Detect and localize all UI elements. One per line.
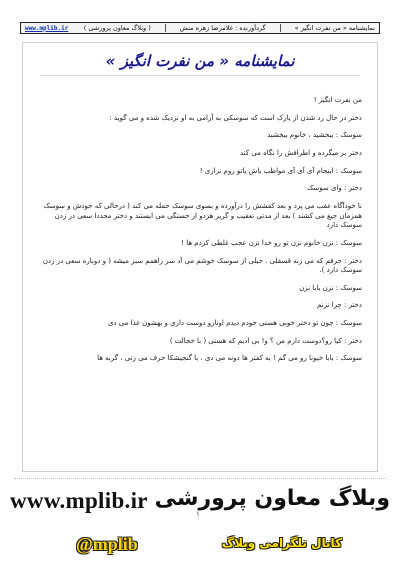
watermark-url: www.mplib.ir [10, 488, 148, 513]
page-number: ۱ [196, 510, 200, 518]
page-header [20, 22, 380, 34]
paragraph: سوسک : نزن بابا نزن [299, 283, 362, 292]
paragraph: سوسک : چون تو دختر خوبی هستی خودم دیدم اونارو دوست داری و بهشون غذا می دی [107, 319, 362, 328]
paragraph: دختر : کیا رو؟دوست دارم من ؟ و! بی ادبم که هستی ( با خجالت ) [169, 336, 362, 345]
header-divider [280, 24, 281, 32]
paragraph: من نفرت انگیز ! [313, 96, 362, 104]
watermark-handle: @mplib [76, 534, 138, 554]
paragraph: دختر : حرفم که می زنه قسقلی . خیلی از سوسک خوشم می آد سر راهمم سبز میشه ( و دوباره سعی در زدن سوسک دارد ). [42, 256, 362, 274]
watermark-blog-name: وبلاگ معاون پرورشی [154, 486, 390, 511]
watermark-channel: کانال تلگرامی وبلاگ [221, 536, 342, 550]
header-blog: ( وبلاگ معاون پرورشی ) [83, 24, 151, 32]
paragraph: دختر بر میگرده و اطرافش را نگاه می کند [239, 149, 362, 158]
paragraph: دختر در حال رد شدن از پارک است که سوسکی به آرامی به او نزدیک شده و می گوید : [109, 113, 362, 122]
header-author: گردآورنده : غلامرضا زهره منش [179, 24, 266, 32]
paragraph: سوسک : بابا خیونا رو می گم ! به کفتر ها دونه می دی . با گنجیشکا حرف می زنی ، گربه ها [97, 354, 362, 363]
paragraph: دختر : چرا نزنم [316, 301, 362, 310]
document-body [40, 96, 362, 475]
paragraph: سوسک : اینجام آی آی آی مواظب باش پاتو روم نزاری ! [199, 166, 362, 175]
paragraph: دختر : وای سوسک [307, 184, 362, 193]
header-title: نمایشنامه « من نفرت انگیز » [294, 24, 375, 32]
header-info [84, 24, 375, 32]
paragraph: سوسک : ببخشید ، خانوم ببخشید [267, 131, 362, 140]
paragraph: نا خودآگاه عقب می پرد و بعد کفشش را درآورده و بسوی سوسک حمله می کند ( درحالی که خودش و سوسک همزمان جیغ می کشند ) بعد از مدتی تعقیب و گریز هردو از خستگی می ایستند و دختر مجددا سعی در زدن سوسک دارد [43, 202, 362, 230]
title-divider [40, 75, 360, 76]
paragraph: سوسک : نزن خانوم نزن تو رو خدا نزن عجب غلطی کردم ها ! [181, 238, 362, 247]
document-title: نمایشنامه « من نفرت انگیز » [105, 52, 295, 70]
header-divider [165, 24, 166, 32]
site-link[interactable]: www.mplib.ir [25, 24, 69, 32]
